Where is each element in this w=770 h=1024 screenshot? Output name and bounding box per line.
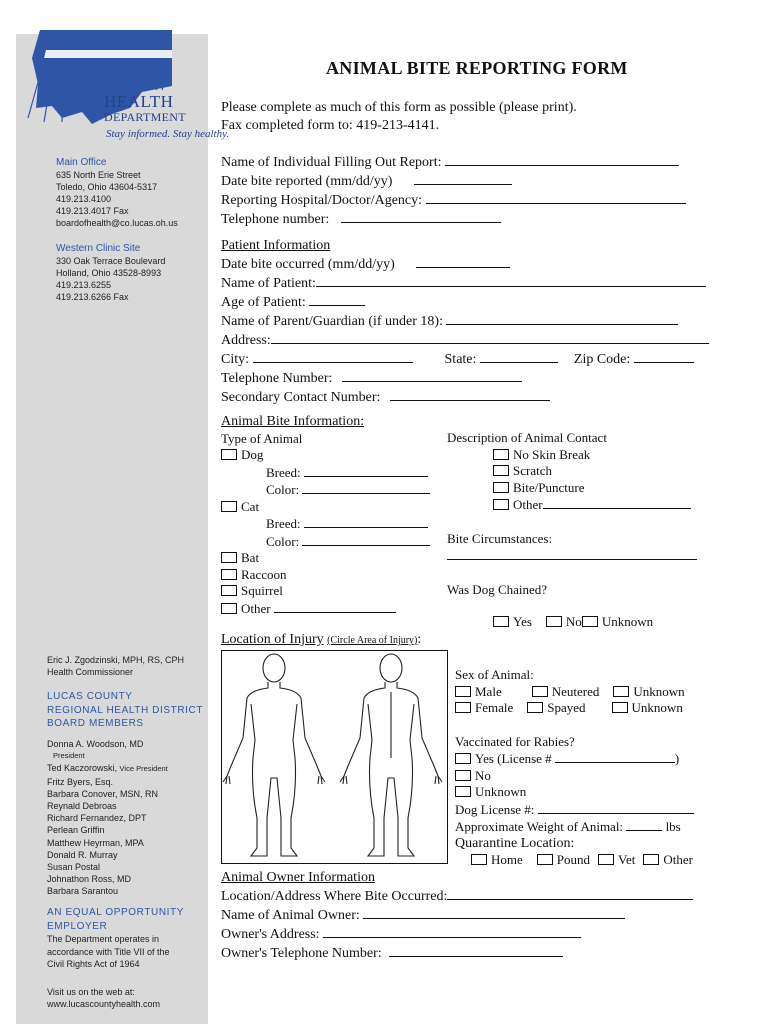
neutered-checkbox[interactable] — [532, 686, 548, 697]
western-clinic-block — [56, 243, 165, 303]
patient-section — [221, 237, 709, 407]
weight-label: Approximate Weight of Animal: — [455, 819, 624, 834]
main-office-email: boardofhealth@co.lucas.oh.us — [56, 218, 178, 228]
rabies-license-field[interactable] — [555, 750, 675, 763]
address-label: Address: — [221, 333, 271, 348]
guardian-label: Name of Parent/Guardian (if under 18): — [221, 314, 443, 329]
chained-label: Was Dog Chained? — [447, 581, 548, 597]
patient-heading: Patient Information — [221, 238, 331, 253]
owner-section — [221, 869, 693, 963]
other-animal-label: Other — [241, 600, 271, 616]
bite-location-label: Location/Address Where Bite Occurred: — [221, 889, 448, 904]
spayed-checkbox[interactable] — [527, 702, 543, 713]
hospital-field[interactable] — [426, 191, 686, 204]
other-contact-field[interactable] — [543, 496, 691, 509]
date-reported-field[interactable] — [414, 172, 512, 185]
cat-color-field[interactable] — [302, 533, 430, 546]
no-skin-label: No Skin Break — [513, 446, 591, 462]
raccoon-checkbox[interactable] — [221, 569, 237, 580]
reporter-fields — [221, 153, 686, 229]
patient-tel-field[interactable] — [342, 369, 522, 382]
animal-heading: Animal Bite Information: — [221, 414, 365, 429]
eeo-line: accordance with Title VII of the — [47, 946, 170, 957]
web-block — [47, 986, 160, 1010]
board-heading — [47, 690, 203, 731]
main-office-street: 635 North Erie Street — [56, 170, 141, 180]
patient-name-label: Name of Patient: — [221, 276, 316, 291]
chained-unknown-label: Unknown — [601, 614, 654, 629]
rabies-label: Vaccinated for Rabies? — [455, 733, 575, 749]
web-url[interactable]: www.lucascountyhealth.com — [47, 999, 161, 1009]
western-city: Holland, Ohio 43528-8993 — [56, 268, 162, 278]
raccoon-label: Raccoon — [241, 566, 287, 582]
other-contact-label: Other — [513, 497, 543, 512]
telephone-label: Telephone number: — [221, 212, 330, 227]
owner-address-field[interactable] — [323, 925, 581, 938]
board-member-role: Vice President — [119, 764, 168, 774]
home-label: Home — [491, 852, 523, 867]
board-member: Reynald Debroas — [47, 801, 117, 812]
board-member: Fritz Byers, Esq. — [47, 776, 114, 787]
male-label: Male — [475, 683, 502, 699]
board-member: Donald R. Murray — [47, 849, 118, 860]
injury-colon: : — [417, 632, 422, 647]
zip-field[interactable] — [634, 350, 694, 363]
rabies-close-paren: ) — [674, 751, 680, 766]
bat-checkbox[interactable] — [221, 552, 237, 563]
western-phone: 419.213.6255 — [56, 280, 112, 290]
quarantine-other-checkbox[interactable] — [643, 854, 659, 865]
intro-line-1: Please complete as much of this form as possible (please print). — [221, 100, 577, 115]
logo-health-text: HEALTH — [104, 92, 174, 111]
board-heading-2: REGIONAL HEALTH DISTRICT — [47, 704, 204, 716]
logo-tagline: Stay informed. Stay healthy. — [106, 128, 230, 140]
board-member: Susan Postal — [47, 862, 101, 873]
owner-tel-label: Owner's Telephone Number: — [221, 946, 382, 961]
injury-heading-text: Location of Injury — [221, 632, 324, 647]
owner-name-field[interactable] — [363, 906, 625, 919]
other-animal-field[interactable] — [274, 600, 396, 613]
western-fax: 419.213.6266 Fax — [56, 292, 129, 302]
front-head — [263, 654, 285, 682]
board-member: Richard Fernandez, DPT — [47, 813, 147, 824]
spayed-label: Spayed — [547, 700, 586, 715]
board-member — [47, 762, 168, 775]
board-member: Donna A. Woodson, MD — [47, 739, 144, 749]
main-office-heading: Main Office — [56, 157, 107, 168]
city-label: City: — [221, 352, 250, 367]
injury-subheading: (Circle Area of Injury) — [327, 635, 418, 646]
date-occurred-label: Date bite occurred (mm/dd/yy) — [221, 257, 395, 272]
dog-license-label: Dog License #: — [455, 801, 535, 817]
rabies-no-label: No — [475, 767, 491, 783]
patient-age-label: Age of Patient: — [221, 295, 306, 310]
board-heading-1: LUCAS COUNTY — [47, 691, 133, 702]
board-member-role: President — [53, 751, 85, 761]
telephone-field[interactable] — [341, 210, 501, 223]
quarantine-label: Quarantine Location: — [455, 835, 575, 851]
owner-tel-field[interactable] — [389, 944, 563, 957]
chained-unknown-checkbox[interactable] — [582, 616, 598, 627]
owner-address-label: Owner's Address: — [221, 927, 320, 942]
commissioner-block — [47, 654, 184, 678]
rabies-yes-checkbox[interactable] — [455, 753, 471, 764]
logo-department-text: DEPARTMENT — [104, 110, 186, 124]
rabies-yes-label: Yes (License # — [475, 751, 552, 766]
dog-breed-label: Breed: — [266, 464, 301, 480]
eeo-block — [47, 906, 184, 971]
intro-line-2: Fax completed form to: 419-213-4141. — [221, 118, 440, 133]
bat-label: Bat — [241, 550, 260, 565]
cat-color-label: Color: — [266, 533, 300, 549]
commissioner-title: Health Commissioner — [47, 667, 134, 677]
female-label: Female — [475, 700, 514, 715]
quarantine-other-label: Other — [663, 852, 693, 867]
board-member: Barbara Sarantou — [47, 886, 119, 897]
rabies-no-checkbox[interactable] — [455, 770, 471, 781]
dog-license-field[interactable] — [538, 801, 694, 814]
bite-checkbox[interactable] — [493, 482, 509, 493]
male-checkbox[interactable] — [455, 686, 471, 697]
patient-name-field[interactable] — [316, 274, 706, 287]
western-street: 330 Oak Terrace Boulevard — [56, 256, 166, 266]
board-member: Matthew Heyrman, MPA — [47, 837, 144, 848]
zip-label: Zip Code: — [573, 352, 631, 367]
eeo-line: Civil Rights Act of 1964 — [47, 959, 140, 969]
dog-checkbox[interactable] — [221, 449, 237, 460]
neutered-label: Neutered — [551, 683, 600, 699]
sex-rabies-column — [455, 667, 694, 869]
pound-label: Pound — [556, 852, 591, 867]
scratch-label: Scratch — [513, 463, 552, 478]
vet-label: Vet — [618, 852, 636, 867]
bite-label: Bite/Puncture — [513, 479, 585, 495]
reporter-name-field[interactable] — [445, 153, 679, 166]
back-head — [380, 654, 402, 682]
board-member: Johnathon Ross, MD — [47, 874, 132, 885]
no-skin-checkbox[interactable] — [493, 449, 509, 460]
chained-no-checkbox[interactable] — [546, 616, 562, 627]
squirrel-label: Squirrel — [241, 583, 283, 598]
state-label: State: — [444, 352, 477, 367]
lbs-label: lbs — [665, 819, 681, 834]
secondary-label: Secondary Contact Number: — [221, 390, 381, 405]
cat-checkbox[interactable] — [221, 501, 237, 512]
city-field[interactable] — [253, 350, 413, 363]
eeo-heading-2: EMPLOYER — [47, 920, 108, 932]
date-occurred-field[interactable] — [416, 255, 510, 268]
owner-heading: Animal Owner Information — [221, 870, 375, 885]
squirrel-checkbox[interactable] — [221, 585, 237, 596]
other-animal-checkbox[interactable] — [221, 603, 237, 614]
main-office-city: Toledo, Ohio 43604-5317 — [56, 182, 158, 192]
patient-age-field[interactable] — [309, 293, 365, 306]
sex-unknown1-checkbox[interactable] — [613, 686, 629, 697]
weight-field[interactable] — [626, 818, 662, 831]
circumstances-label: Bite Circumstances: — [447, 530, 553, 546]
main-office-block — [56, 157, 178, 229]
body-diagram[interactable] — [221, 648, 448, 862]
type-of-animal-label: Type of Animal — [221, 430, 303, 446]
main-office-fax: 419.213.4017 Fax — [56, 206, 129, 216]
rabies-unknown-checkbox[interactable] — [455, 786, 471, 797]
home-checkbox[interactable] — [471, 854, 487, 865]
guardian-field[interactable] — [446, 312, 678, 325]
cat-breed-label: Breed: — [266, 516, 301, 531]
sex-unknown2-label: Unknown — [631, 700, 683, 715]
reporter-name-label: Name of Individual Filling Out Report: — [221, 155, 442, 170]
eeo-line: The Department operates in — [47, 934, 160, 944]
logo-county-text: TOLEDO-LUCAS COUNTY — [50, 82, 166, 92]
chained-no-label: No — [565, 614, 582, 629]
web-line: Visit us on the web at: — [47, 987, 135, 997]
rabies-unknown-label: Unknown — [475, 784, 527, 799]
bite-location-field[interactable] — [447, 887, 693, 900]
eeo-heading-1: AN EQUAL OPPORTUNITY — [47, 907, 185, 918]
cat-breed-field[interactable] — [304, 515, 428, 528]
dog-breed-field[interactable] — [304, 464, 428, 477]
animal-type-column — [221, 414, 430, 617]
date-reported-label: Date bite reported (mm/dd/yy) — [221, 174, 393, 189]
main-office-phone: 419.213.4100 — [56, 194, 112, 204]
pound-checkbox[interactable] — [537, 854, 553, 865]
hospital-label: Reporting Hospital/Doctor/Agency: — [221, 193, 423, 208]
form-title: ANIMAL BITE REPORTING FORM — [326, 58, 628, 78]
vet-checkbox[interactable] — [598, 854, 614, 865]
sex-unknown1-label: Unknown — [633, 683, 685, 699]
board-member: Barbara Conover, MSN, RN — [47, 788, 159, 799]
contact-label: Description of Animal Contact — [447, 430, 607, 445]
board-member: Perlean Griffin — [47, 825, 105, 836]
state-field[interactable] — [480, 350, 558, 363]
chained-yes-checkbox[interactable] — [493, 616, 509, 627]
owner-name-label: Name of Animal Owner: — [221, 908, 360, 923]
intro — [221, 99, 577, 135]
commissioner-name: Eric J. Zgodzinski, MPH, RS, CPH — [47, 655, 185, 665]
dog-label: Dog — [241, 447, 264, 462]
scratch-checkbox[interactable] — [493, 465, 509, 476]
western-heading: Western Clinic Site — [56, 243, 141, 254]
cat-label: Cat — [241, 498, 260, 514]
contact-column — [447, 430, 697, 631]
other-contact-checkbox[interactable] — [493, 499, 509, 510]
board-heading-3: BOARD MEMBERS — [47, 718, 144, 729]
board-members — [47, 738, 168, 898]
dog-color-label: Color: — [266, 482, 300, 497]
sex-unknown2-checkbox[interactable] — [612, 702, 628, 713]
circumstances-field[interactable] — [447, 547, 697, 560]
front-torso — [227, 682, 321, 856]
female-checkbox[interactable] — [455, 702, 471, 713]
patient-tel-label: Telephone Number: — [221, 371, 333, 386]
secondary-field[interactable] — [390, 388, 550, 401]
board-member-name: Ted Kaczorowski, — [47, 763, 118, 774]
address-field[interactable] — [271, 331, 709, 344]
dog-color-field[interactable] — [302, 481, 430, 494]
sex-label: Sex of Animal: — [455, 667, 534, 682]
chained-yes-label: Yes — [513, 614, 532, 629]
